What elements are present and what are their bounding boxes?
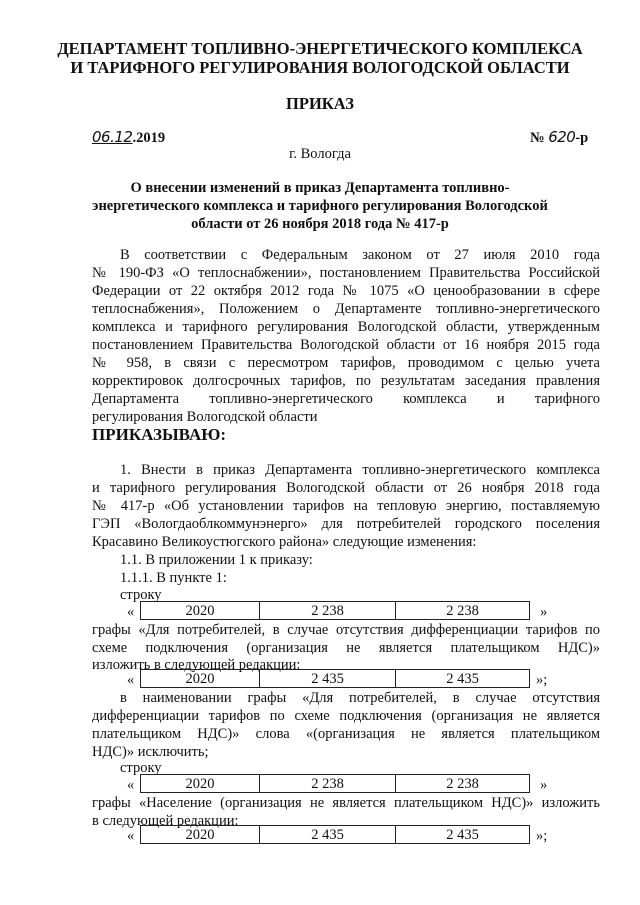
title-line1: О внесении изменений в приказ Департамента топливно- [130, 180, 510, 196]
table-cell: 2020 [140, 601, 260, 620]
date-handwritten: 06.12 [92, 128, 133, 146]
table-row [140, 601, 530, 620]
number-suffix: -р [575, 130, 589, 146]
stroku-label: строку [120, 760, 162, 776]
table-cell: 2 435 [260, 669, 396, 688]
quote-open: « [127, 604, 135, 620]
quote-open: « [127, 672, 135, 688]
title-line3: области от 26 ноября 2018 года № 417-р [191, 216, 449, 232]
table-cell: 2020 [140, 825, 260, 844]
text-c-line: в следующей редакции: [92, 813, 239, 829]
item1-1: 1.1. В приложении 1 к приказу: [120, 552, 313, 568]
quote-close: » [540, 777, 548, 793]
table-cell: 2 238 [260, 774, 396, 793]
table-cell: 2 238 [396, 774, 530, 793]
table-cell: 2 238 [260, 601, 396, 620]
document-type: ПРИКАЗ [286, 94, 354, 113]
text-a-line: схеме подключения (организация не является плательщиком НДС)» [92, 640, 600, 656]
order-date [92, 128, 165, 147]
table-row [140, 669, 530, 688]
department-name-line1: ДЕПАРТАМЕНТ ТОПЛИВНО-ЭНЕРГЕТИЧЕСКОГО КОМПЛЕКСА [57, 39, 583, 58]
order-word: ПРИКАЗЫВАЮ: [92, 425, 227, 444]
preamble-line: теплоснабжения», Положением о Департаменте топливно-энергетического [92, 301, 600, 317]
table-cell: 2020 [140, 669, 260, 688]
item1-line: 1. Внести в приказ Департамента топливно-энергетического комплекса [120, 462, 600, 478]
table-cell: 2 435 [260, 825, 396, 844]
quote-close-semicolon: »; [536, 828, 548, 844]
preamble-line: В соответствии с Федеральным законом от 27 июля 2010 года [120, 247, 600, 263]
text-a-line: изложить в следующей редакции: [92, 657, 301, 673]
city: г. Вологда [289, 146, 351, 162]
preamble-line: Федерации от 22 октября 2012 года № 1075 «О ценообразовании в сфере [92, 283, 600, 299]
table-cell: 2 435 [396, 669, 530, 688]
table-cell: 2020 [140, 774, 260, 793]
preamble-line: Департамента топливно-энергетического комплекса и тарифного [92, 391, 600, 407]
item1-line: ГЭП «Вологдаоблкоммунэнерго» для потребителей городского поселения [92, 516, 600, 532]
item1-line: и тарифного регулирования Вологодской области от 26 ноября 2018 года [92, 480, 600, 496]
table-row [140, 825, 530, 844]
preamble-line: комплекса и тарифного регулирования Вологодской области, утвержденным [92, 319, 600, 335]
quote-open: « [127, 777, 135, 793]
item1-line: Красавино Великоустюгского района» следующие изменения: [92, 534, 477, 550]
preamble-line: постановлением Правительства Вологодской области от 16 ноября 2015 года [92, 337, 600, 353]
text-b-line: в наименовании графы «Для потребителей, в случае отсутствия [120, 690, 600, 706]
text-b-line: плательщиком НДС)» слова «(организация не является плательщиком [92, 726, 600, 742]
quote-open: « [127, 828, 135, 844]
item1-1-1: 1.1.1. В пункте 1: [120, 570, 227, 586]
number-prefix: № [530, 130, 545, 146]
order-number [530, 128, 588, 147]
preamble-line: регулирования Вологодской области [92, 409, 318, 425]
preamble-line: корректировок долгосрочных тарифов, по результатам заседания правления [92, 373, 600, 389]
number-handwritten: 620 [548, 128, 576, 146]
department-name-line2: И ТАРИФНОГО РЕГУЛИРОВАНИЯ ВОЛОГОДСКОЙ ОБЛАСТИ [70, 58, 570, 77]
preamble-line: № 958, в связи с пересмотром тарифов, проводимом с целью учета [92, 355, 600, 371]
title-line2: энергетического комплекса и тарифного регулирования Вологодской [92, 198, 548, 214]
text-a-line: графы «Для потребителей, в случае отсутствия дифференциации тарифов по [92, 622, 600, 638]
quote-close: » [540, 604, 548, 620]
text-c-line: графы «Население (организация не является плательщиком НДС)» изложить [92, 795, 600, 811]
quote-close-semicolon: »; [536, 672, 548, 688]
table-cell: 2 238 [396, 601, 530, 620]
item1-line: № 417-р «Об установлении тарифов на тепловую энергию, поставляемую [92, 498, 600, 514]
stroku-label: строку [120, 587, 162, 603]
text-b-line: НДС)» исключить; [92, 744, 209, 760]
table-cell: 2 435 [396, 825, 530, 844]
preamble-line: № 190-ФЗ «О теплоснабжении», постановлением Правительства Российской [92, 265, 600, 281]
date-year: .2019 [132, 130, 166, 146]
table-row [140, 774, 530, 793]
text-b-line: дифференциации тарифов по схеме подключения (организация не является [92, 708, 600, 724]
